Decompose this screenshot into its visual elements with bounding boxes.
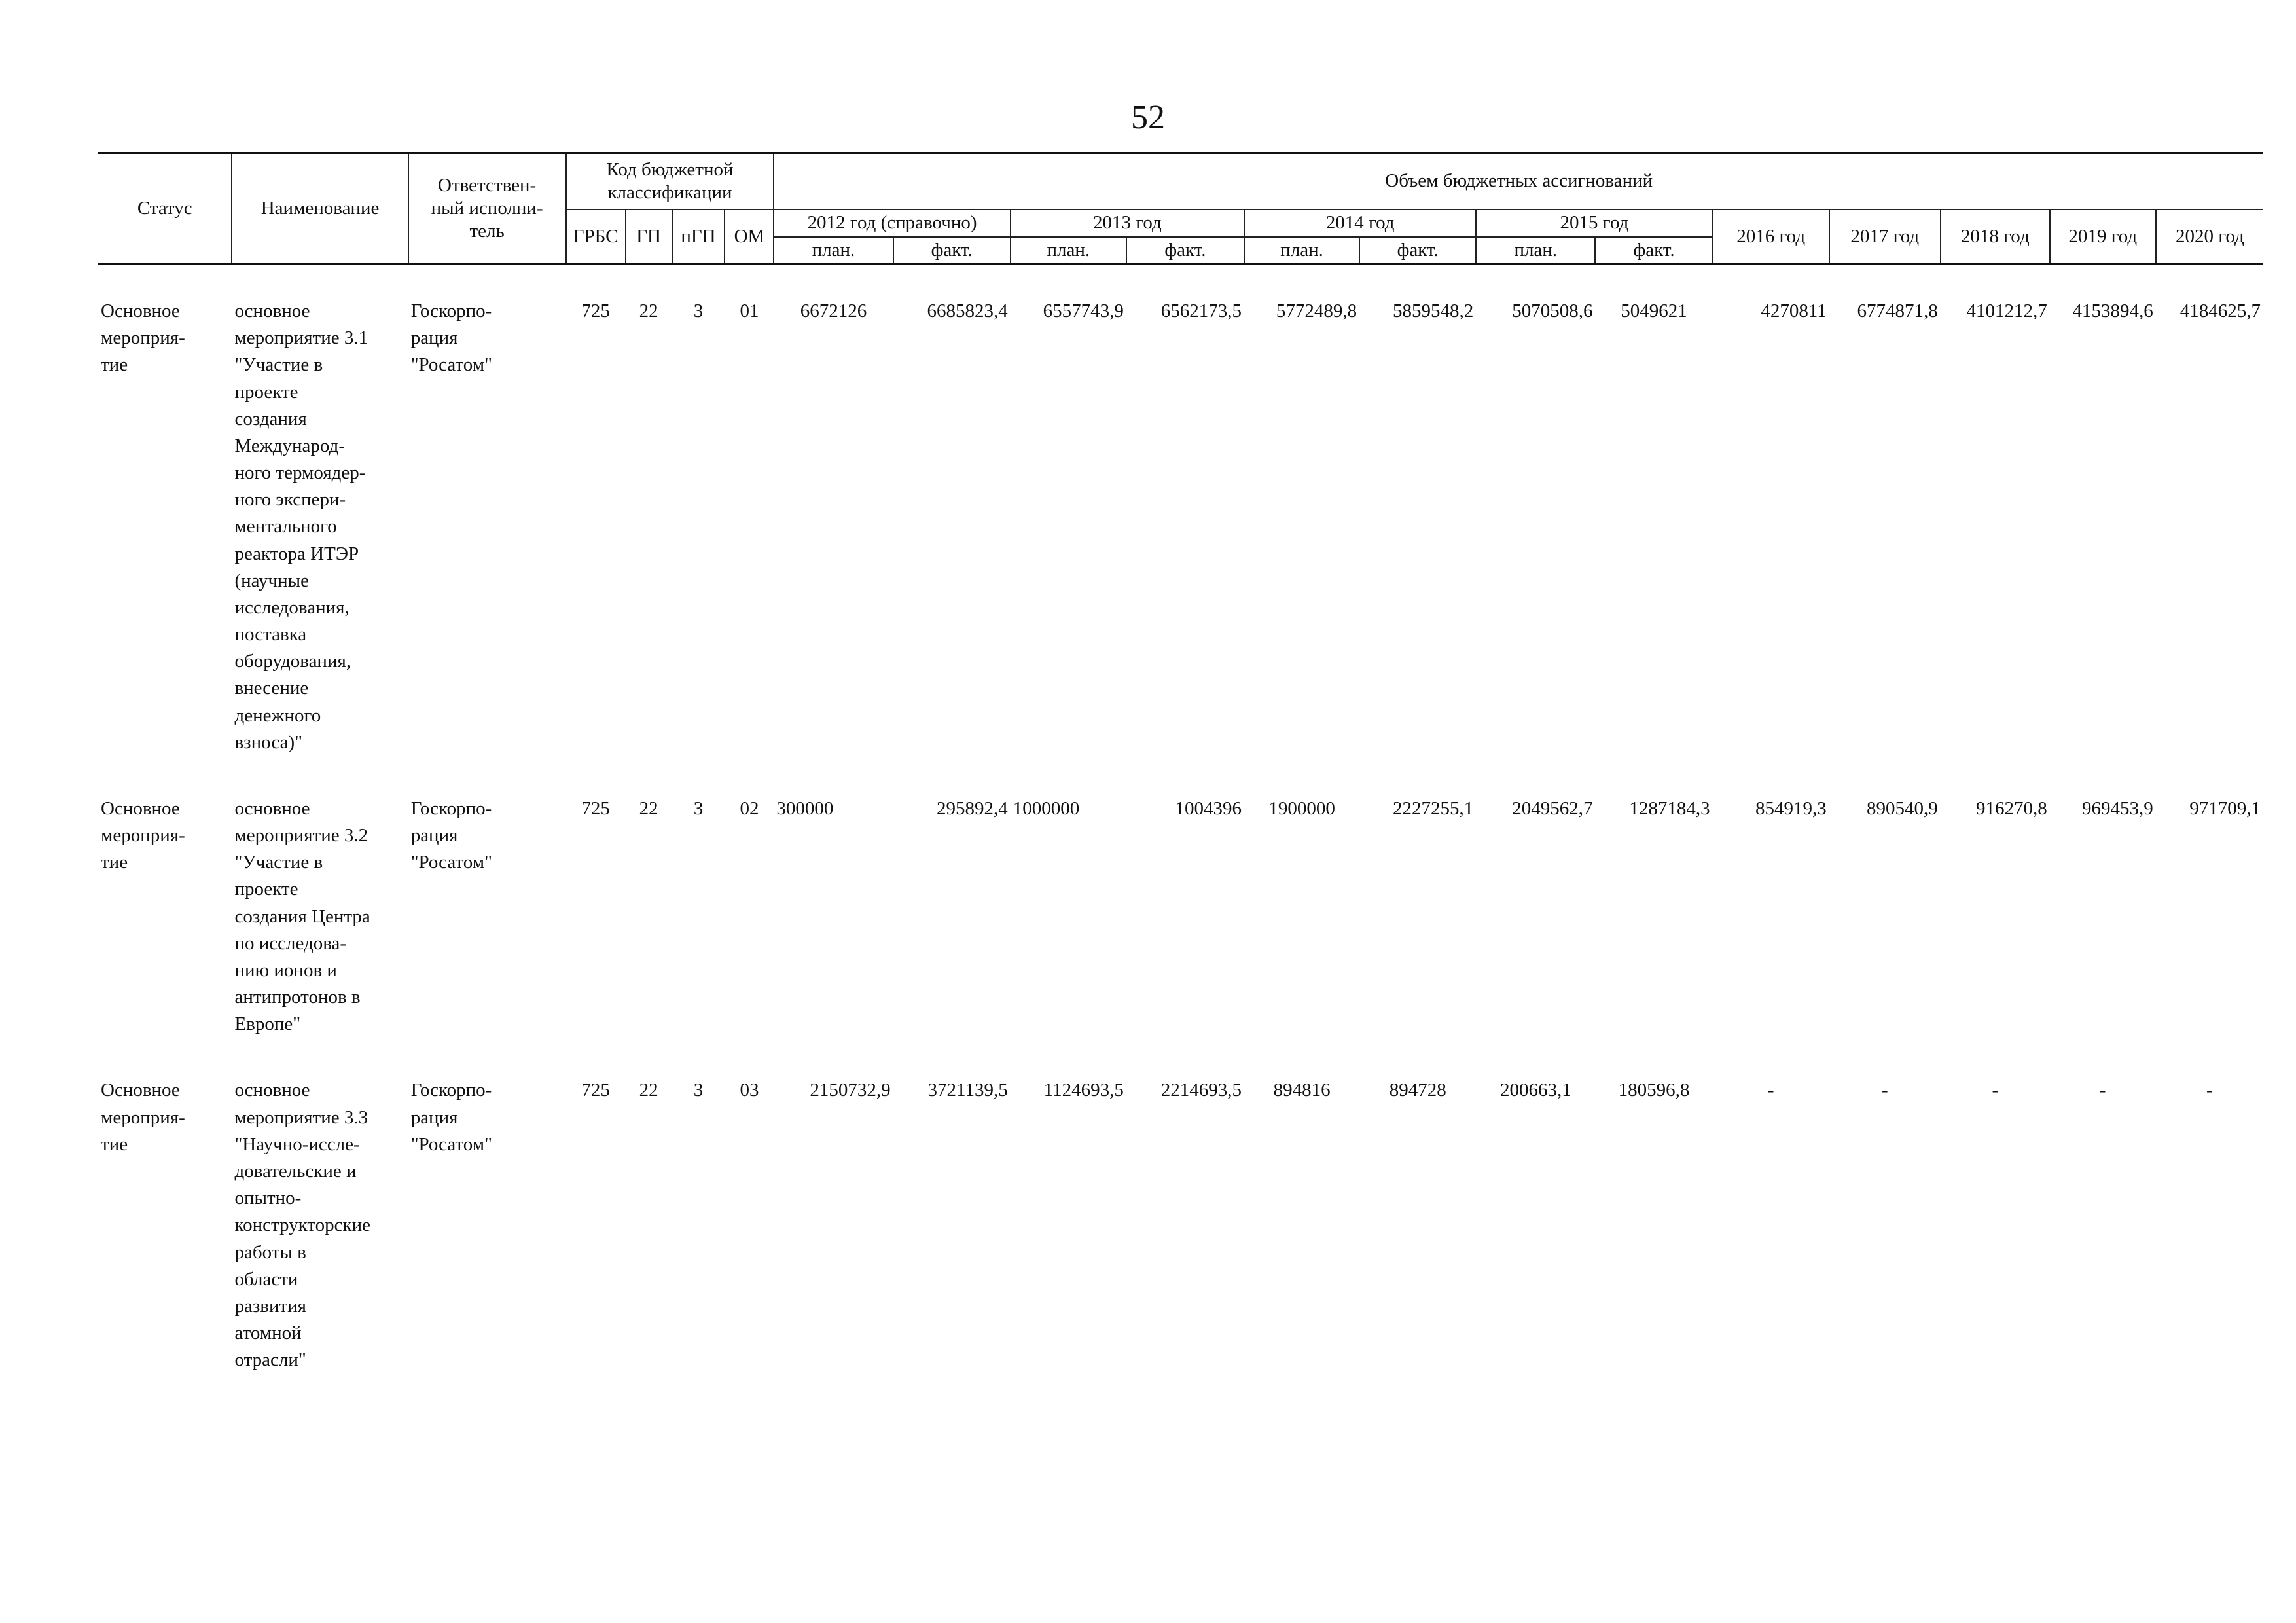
row-value-2013-fact: 1004396: [1175, 797, 1242, 819]
row-value-2012-fact: 295892,4: [936, 797, 1008, 819]
row-value-2016: 4270811: [1761, 301, 1827, 321]
header-2015-plan: план.: [1476, 237, 1595, 264]
header-year-2016: 2016 год: [1713, 210, 1829, 264]
header-year-2012: 2012 год (справочно): [774, 210, 1010, 237]
row-code-om: 02: [740, 797, 759, 819]
row-value-2014-plan: 5772489,8: [1276, 301, 1357, 321]
header-2013-fact: факт.: [1126, 237, 1244, 264]
header-code-grbs: ГРБС: [566, 210, 626, 264]
row-value-2015-plan: 2049562,7: [1512, 797, 1593, 819]
row-code-grbs: 725: [581, 797, 610, 819]
header-name: Наименование: [232, 153, 408, 264]
header-year-2013: 2013 год: [1011, 210, 1244, 237]
row-value-2019: 969453,9: [2081, 797, 2153, 819]
row-code-om: 01: [740, 301, 759, 321]
row-value-2017: 6774871,8: [1857, 301, 1938, 321]
row-value-2012-plan: 300000: [776, 797, 834, 819]
header-2012-fact: факт.: [893, 237, 1011, 264]
row-executor: Госкорпо- рация "Росатом": [410, 797, 492, 873]
row-value-2014-fact: 5859548,2: [1393, 301, 1474, 321]
header-2012-plan: план.: [774, 237, 893, 264]
row-value-2012-plan: 6672126: [800, 301, 867, 321]
row-value-2016: -: [1767, 1080, 1774, 1101]
header-year-2020: 2020 год: [2156, 210, 2263, 264]
header-year-2019: 2019 год: [2050, 210, 2156, 264]
row-value-2013-fact: 6562173,5: [1160, 301, 1242, 321]
row-value-2018: -: [1992, 1080, 1999, 1101]
header-executor: Ответствен- ный исполни- тель: [408, 153, 566, 264]
header-year-2017: 2017 год: [1829, 210, 1941, 264]
row-value-2020: 971709,1: [2189, 797, 2261, 819]
row-value-2018: 916270,8: [1976, 797, 2047, 819]
row-value-2020: 4184625,7: [2179, 301, 2261, 321]
row-value-2017: 890540,9: [1867, 797, 1938, 819]
row-value-2012-fact: 6685823,4: [927, 301, 1008, 321]
row-code-gp: 22: [639, 797, 658, 819]
row-value-2015-fact: 1287184,3: [1629, 797, 1710, 819]
header-2014-fact: факт.: [1359, 237, 1476, 264]
row-value-2019: 4153894,6: [2072, 301, 2153, 321]
row-value-2014-plan: 894816: [1273, 1080, 1331, 1101]
row-name: основное мероприятие 3.1 "Участие в проекте создания Международ- ного термоядер- ного экспери- ментального реактора ИТЭР (научные исследования, поставка оборудования, внесение денежного взноса)": [234, 301, 368, 753]
row-code-grbs: 725: [581, 301, 610, 321]
row-value-2013-plan: 6557743,9: [1043, 301, 1124, 321]
row-code-om: 03: [740, 1080, 759, 1101]
row-value-2020: -: [2206, 1080, 2213, 1101]
row-value-2018: 4101212,7: [1966, 301, 2047, 321]
header-2014-plan: план.: [1244, 237, 1359, 264]
row-value-2014-plan: 1900000: [1268, 797, 1335, 819]
row-value-2013-plan: 1124693,5: [1043, 1080, 1124, 1101]
row-value-2019: -: [2099, 1080, 2106, 1101]
row-value-2013-fact: 2214693,5: [1160, 1080, 1242, 1101]
row-code-pgp: 3: [693, 301, 704, 321]
row-value-2012-fact: 3721139,5: [927, 1080, 1008, 1101]
row-status: Основное мероприя- тие: [101, 301, 185, 376]
row-code-pgp: 3: [693, 1080, 704, 1101]
row-code-pgp: 3: [693, 797, 704, 819]
header-2015-fact: факт.: [1595, 237, 1712, 264]
row-code-gp: 22: [639, 1080, 658, 1101]
row-code-gp: 22: [639, 301, 658, 321]
budget-table: [98, 152, 2263, 1413]
header-status: Статус: [98, 153, 232, 264]
row-status: Основное мероприя- тие: [101, 797, 185, 873]
row-executor: Госкорпо- рация "Росатом": [410, 1080, 492, 1155]
row-value-2015-fact: 5049621: [1621, 301, 1687, 321]
table-row: [98, 264, 2263, 795]
row-code-grbs: 725: [581, 1080, 610, 1101]
header-code-gp: ГП: [626, 210, 672, 264]
header-code-group: Код бюджетной классификации: [566, 153, 774, 210]
header-year-2014: 2014 год: [1244, 210, 1476, 237]
row-value-2014-fact: 894728: [1389, 1080, 1446, 1101]
row-value-2016: 854919,3: [1755, 797, 1827, 819]
page-number: 52: [1131, 99, 1165, 136]
header-year-2018: 2018 год: [1941, 210, 2050, 264]
header-volume-group: Объем бюджетных ассигнований: [774, 153, 2263, 210]
row-value-2014-fact: 2227255,1: [1393, 797, 1474, 819]
table-row: [98, 1077, 2263, 1413]
row-value-2015-plan: 200663,1: [1499, 1080, 1571, 1101]
row-status: Основное мероприя- тие: [101, 1080, 185, 1155]
header-code-om: ОМ: [725, 210, 774, 264]
header-year-2015: 2015 год: [1476, 210, 1712, 237]
header-2013-plan: план.: [1011, 237, 1126, 264]
row-value-2013-plan: 1000000: [1013, 797, 1080, 819]
table-row: [98, 795, 2263, 1078]
row-executor: Госкорпо- рация "Росатом": [410, 301, 492, 376]
header-code-pgp: пГП: [672, 210, 725, 264]
row-value-2012-plan: 2150732,9: [810, 1080, 891, 1101]
row-value-2015-plan: 5070508,6: [1512, 301, 1593, 321]
row-value-2017: -: [1881, 1080, 1888, 1101]
row-name: основное мероприятие 3.2 "Участие в проекте создания Центра по исследова- нию ионов и антипротонов в Европе": [234, 797, 370, 1035]
row-value-2015-fact: 180596,8: [1618, 1080, 1690, 1101]
row-name: основное мероприятие 3.3 "Научно-иссле- довательские и опытно- конструкторские работы в области развития атомной отрасли": [234, 1080, 370, 1371]
